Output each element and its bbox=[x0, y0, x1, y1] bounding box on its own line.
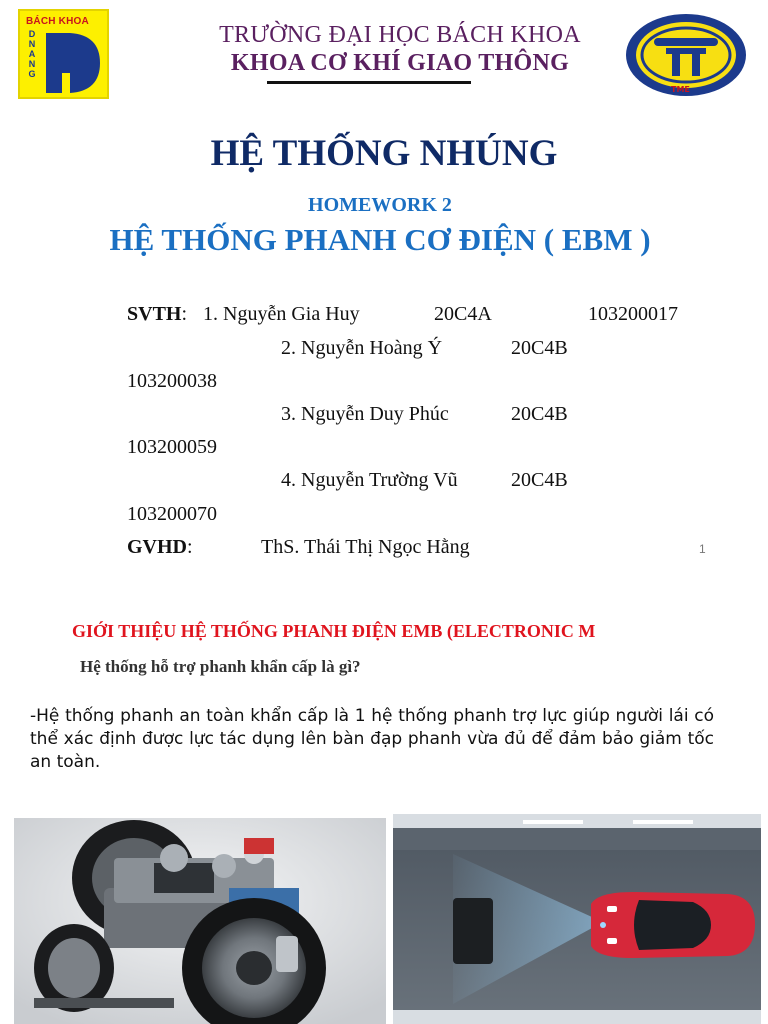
student-2-id: 103200038 bbox=[127, 370, 217, 392]
student-3-id: 103200059 bbox=[127, 436, 217, 458]
student-4-class: 20C4B bbox=[511, 469, 568, 491]
student-3-class: 20C4B bbox=[511, 403, 568, 425]
page-number: 1 bbox=[699, 542, 706, 556]
students-label: SVTH: bbox=[127, 303, 188, 325]
brake-system-image bbox=[14, 818, 386, 1024]
advisor-name: ThS. Thái Thị Ngọc Hằng bbox=[261, 536, 470, 558]
university-logo-mark bbox=[40, 27, 106, 99]
student-1-name: 1. Nguyễn Gia Huy bbox=[203, 303, 360, 325]
faculty-logo bbox=[624, 12, 748, 98]
document-subtitle: HỆ THỐNG PHANH CƠ ĐIỆN ( EBM ) bbox=[109, 222, 651, 257]
university-logo bbox=[18, 9, 109, 99]
student-4-name: 4. Nguyễn Trường Vũ bbox=[281, 469, 458, 491]
section-paragraph: -Hệ thống phanh an toàn khẩn cấp là 1 hệ thống phanh trợ lực giúp người lái có thể xác định được lực tác dụng lên bàn đạp phanh vừa đủ để đảm bảo giảm tốc an toàn. bbox=[30, 706, 714, 772]
student-1-class: 20C4A bbox=[434, 303, 492, 325]
student-2-name: 2. Nguyễn Hoàng Ý bbox=[281, 337, 443, 359]
svg-text:TME: TME bbox=[671, 85, 690, 94]
section-heading: GIỚI THIỆU HỆ THỐNG PHANH ĐIỆN EMB (ELECTRONIC M bbox=[72, 621, 596, 641]
student-2-class: 20C4B bbox=[511, 337, 568, 359]
university-logo-side-text: D N A N G bbox=[28, 29, 36, 79]
student-4-id: 103200070 bbox=[127, 503, 217, 525]
emergency-braking-image bbox=[393, 814, 761, 1024]
document-title: HỆ THỐNG NHÚNG bbox=[210, 133, 558, 174]
advisor-label: GVHD: bbox=[127, 536, 193, 558]
university-logo-text: BÁCH KHOA bbox=[26, 16, 89, 27]
student-3-name: 3. Nguyễn Duy Phúc bbox=[281, 403, 449, 425]
faculty-name: KHOA CƠ KHÍ GIAO THÔNG bbox=[230, 50, 570, 76]
university-name: TRƯỜNG ĐẠI HỌC BÁCH KHOA bbox=[219, 22, 581, 48]
homework-label: HOMEWORK 2 bbox=[308, 194, 452, 216]
header-divider bbox=[267, 81, 471, 84]
student-1-id: 103200017 bbox=[588, 303, 678, 325]
section-question: Hệ thống hỗ trợ phanh khẩn cấp là gì? bbox=[80, 657, 361, 676]
